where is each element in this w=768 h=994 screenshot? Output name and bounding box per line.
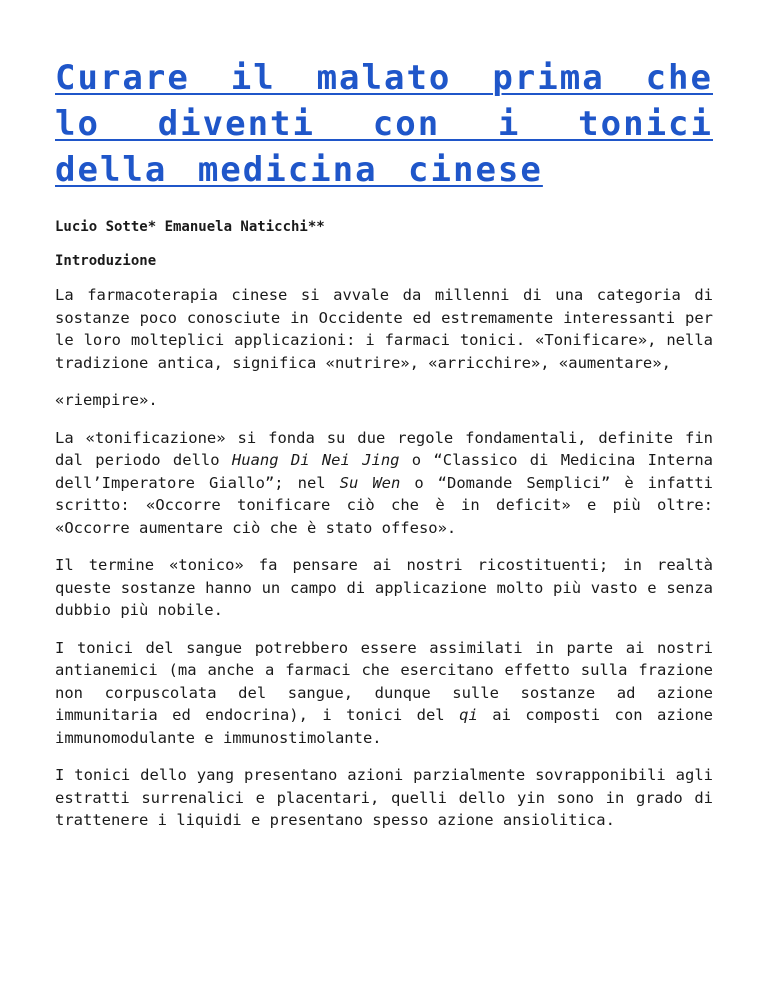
- paragraph-3-text-a: La «tonificazione» si fonda su due regole fondamentali, definite fin dal periodo dello: [55, 428, 713, 469]
- su-wen-title: Su Wen: [339, 473, 401, 492]
- authors-line: Lucio Sotte* Emanuela Naticchi**: [55, 219, 325, 235]
- paragraph-3-text-e: o “Domande Semplici” è infatti scritto: «Occorre tonificare ciò che è in deficit» e più oltre: «Occorre aumentare ciò che è stato offeso».: [55, 473, 713, 537]
- paragraph-1: La farmacoterapia cinese si avvale da millenni di una categoria di sostanze poco conosciute in Occidente ed estremamente interessanti per le loro molteplici applicazioni: i farmaci tonici. «Tonificare», nella tradizione antica, significa «nutrire», «arricchire», «aumentare»,: [55, 286, 713, 372]
- paragraph-5: [55, 637, 713, 750]
- paragraph-6: I tonici dello yang presentano azioni parzialmente sovrapponibili agli estratti surrenalici e placentari, quelli dello yin sono in grado di trattenere i liquidi e presentano spesso azione ansiolitica.: [55, 766, 713, 829]
- paragraph-5-text-c: ai composti con azione immunomodulante e immunostimolante.: [55, 706, 713, 747]
- paragraph-3: [55, 427, 713, 540]
- article-title-link[interactable]: Curare il malato prima che lo diventi con i tonici della medicina cinese: [55, 58, 713, 190]
- section-heading: Introduzione: [55, 253, 157, 269]
- paragraph-2: «riempire».: [55, 391, 158, 409]
- paragraph-3-text-c: o “Classico di Medicina Interna dell’Imperatore Giallo”; nel: [55, 451, 713, 492]
- huang-di-nei-jing-title: Huang Di Nei Jing: [231, 451, 400, 469]
- qi-term: qi: [459, 706, 478, 724]
- paragraph-5-text-a: I tonici del sangue potrebbero essere assimilati in parte ai nostri antianemici (ma anche a farmaci che esercitano effetto sulla frazione non corpuscolata del sangue, dunque sulle sostanze ad azione immunitaria ed endocrina), i tonici del: [55, 638, 713, 724]
- article-title: [55, 0, 713, 193]
- paragraph-4: Il termine «tonico» fa pensare ai nostri ricostituenti; in realtà queste sostanze hanno un campo di applicazione molto più vasto e senza dubbio più nobile.: [55, 556, 713, 619]
